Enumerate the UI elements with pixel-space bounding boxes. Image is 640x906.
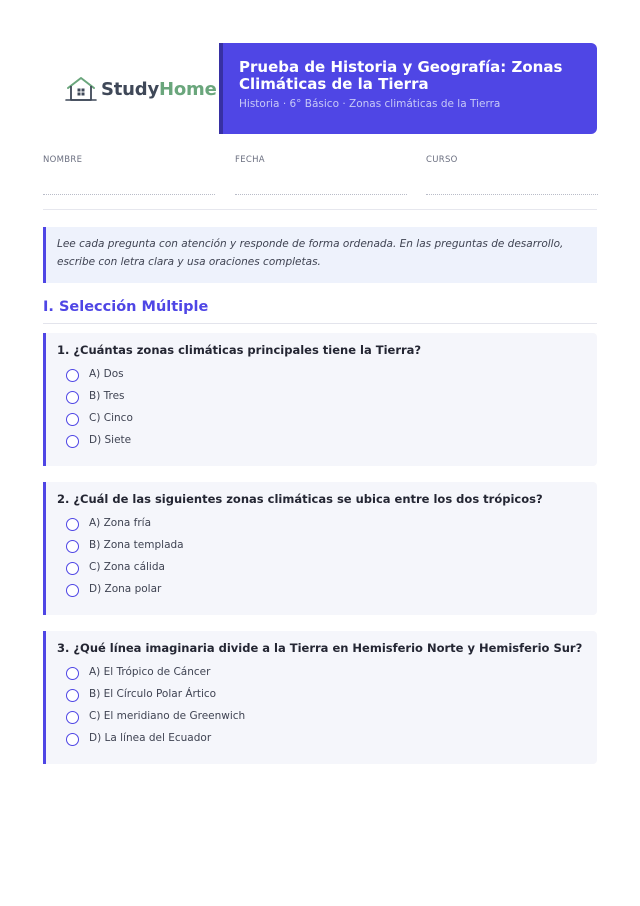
title-banner: [219, 43, 597, 134]
radio-button[interactable]: [66, 667, 79, 680]
option-3d[interactable]: [66, 727, 211, 749]
question-text: 3. ¿Qué línea imaginaria divide a la Tierra en Hemisferio Norte y Hemisferio Sur?: [57, 641, 583, 655]
field-line-fecha[interactable]: [235, 194, 407, 195]
field-label-nombre: NOMBRE: [43, 155, 83, 165]
question-card-2: [43, 482, 597, 615]
brand-name-home: Home: [159, 78, 217, 100]
question-text: 2. ¿Cuál de las siguientes zonas climáticas se ubica entre los dos trópicos?: [57, 492, 543, 506]
option-label: B) Zona templada: [89, 539, 184, 551]
option-label: C) El meridiano de Greenwich: [89, 710, 246, 722]
studyhome-logo: [65, 75, 217, 103]
field-curso[interactable]: [426, 155, 598, 165]
brand-name: [101, 79, 217, 100]
radio-button[interactable]: [66, 562, 79, 575]
option-label: A) Dos: [89, 368, 124, 380]
radio-button[interactable]: [66, 733, 79, 746]
document-title: Prueba de Historia y Geografía: Zonas Climáticas de la Tierra: [239, 58, 563, 93]
question-text: 1. ¿Cuántas zonas climáticas principales tiene la Tierra?: [57, 343, 422, 357]
radio-button[interactable]: [66, 391, 79, 404]
option-label: C) Cinco: [89, 412, 133, 424]
radio-button[interactable]: [66, 689, 79, 702]
instructions-box: Lee cada pregunta con atención y responde de forma ordenada. En las preguntas de desarrollo, escribe con letra clara y usa oraciones completas.: [43, 227, 597, 283]
field-nombre[interactable]: [43, 155, 215, 165]
option-label: D) Siete: [89, 434, 132, 446]
question-card-1: [43, 333, 597, 466]
option-label: A) Zona fría: [89, 517, 152, 529]
radio-button[interactable]: [66, 518, 79, 531]
field-label-curso: CURSO: [426, 155, 458, 165]
student-info-fields: [43, 155, 597, 210]
option-1b[interactable]: [66, 385, 125, 407]
option-3a[interactable]: [66, 661, 210, 683]
radio-button[interactable]: [66, 584, 79, 597]
option-2a[interactable]: [66, 512, 151, 534]
option-2c[interactable]: [66, 556, 165, 578]
document-header: [43, 43, 597, 134]
section-title: I. Selección Múltiple: [43, 299, 597, 324]
house-icon: [65, 75, 97, 103]
option-label: A) El Trópico de Cáncer: [89, 666, 211, 678]
option-label: B) Tres: [89, 390, 125, 402]
question-card-3: [43, 631, 597, 764]
field-line-nombre[interactable]: [43, 194, 215, 195]
radio-button[interactable]: [66, 540, 79, 553]
radio-button[interactable]: [66, 413, 79, 426]
radio-button[interactable]: [66, 711, 79, 724]
radio-button[interactable]: [66, 369, 79, 382]
option-label: C) Zona cálida: [89, 561, 165, 573]
brand-name-study: Study: [101, 78, 160, 100]
radio-button[interactable]: [66, 435, 79, 448]
option-2d[interactable]: [66, 578, 161, 600]
option-3b[interactable]: [66, 683, 216, 705]
document-subtitle: Historia · 6° Básico · Zonas climáticas de la Tierra: [239, 98, 501, 110]
field-line-curso[interactable]: [426, 194, 598, 195]
option-label: D) Zona polar: [89, 583, 162, 595]
option-1d[interactable]: [66, 429, 131, 451]
field-label-fecha: FECHA: [235, 155, 265, 165]
option-3c[interactable]: [66, 705, 245, 727]
option-1c[interactable]: [66, 407, 133, 429]
option-label: B) El Círculo Polar Ártico: [89, 688, 217, 700]
option-label: D) La línea del Ecuador: [89, 732, 212, 744]
option-1a[interactable]: [66, 363, 124, 385]
option-2b[interactable]: [66, 534, 184, 556]
field-fecha[interactable]: [235, 155, 407, 165]
